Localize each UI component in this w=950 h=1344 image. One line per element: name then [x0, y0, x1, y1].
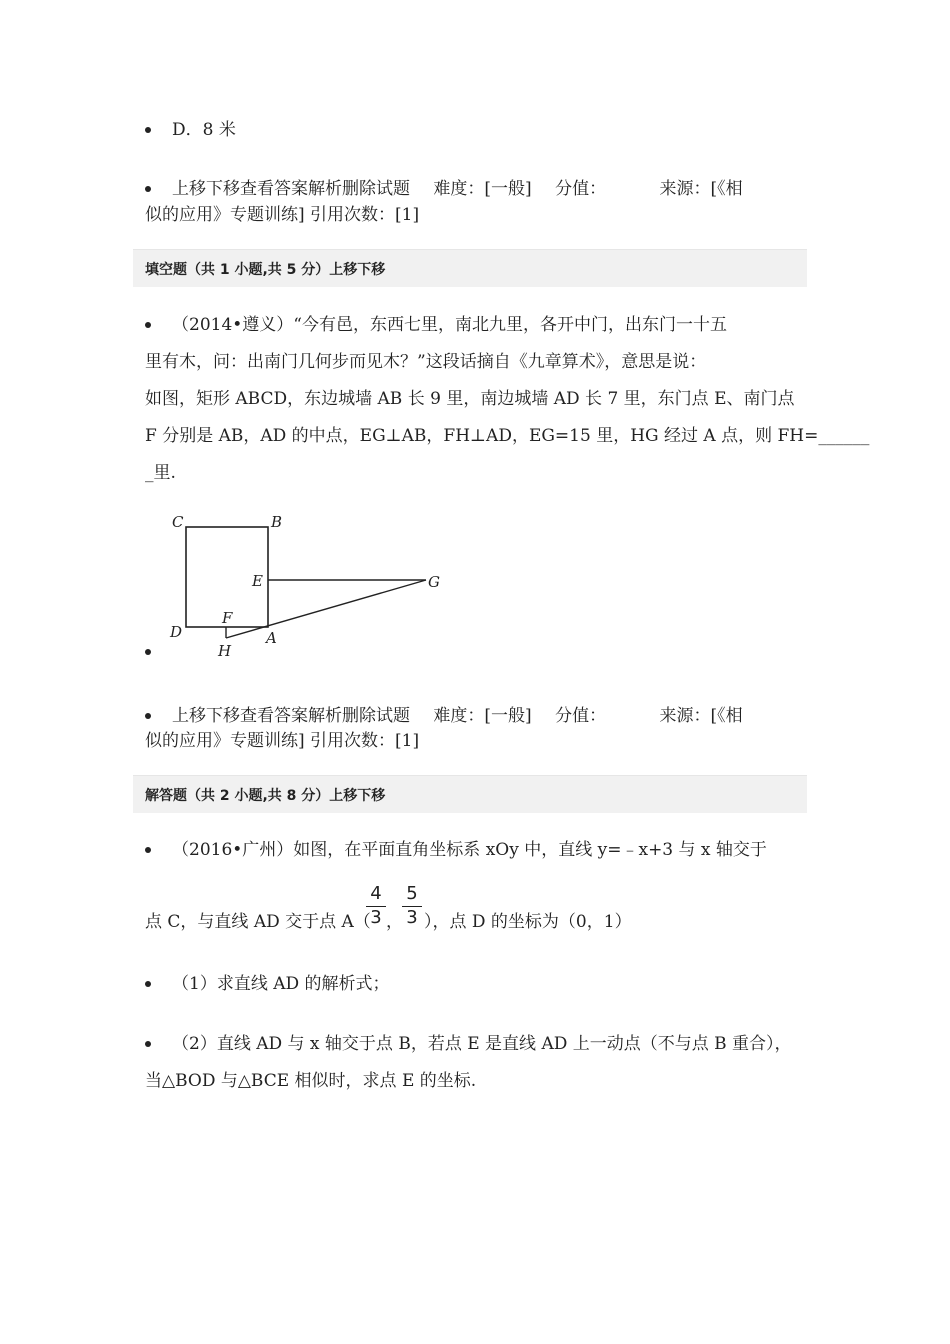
question-meta-cont	[145, 203, 419, 227]
label-b: B	[271, 513, 283, 531]
question-text: （2014•遵义）“今有邑，东西七里，南北九里，各开中门，出东门一十五	[172, 315, 727, 335]
source-cont: 似的应用》专题训练]	[145, 731, 305, 751]
question-meta-cont	[145, 729, 419, 753]
source: 来源：[《相	[659, 706, 743, 726]
label-g: G	[428, 573, 440, 591]
comma: ，	[386, 912, 403, 932]
bullet	[145, 847, 151, 853]
bullet	[145, 322, 151, 328]
option-d: D．8 米	[172, 120, 236, 140]
question-part-2: （2）直线 AD 与 x 轴交于点 B，若点 E 是直线 AD 上一动点（不与点 B 重合），	[172, 1034, 792, 1054]
bullet	[145, 649, 151, 655]
fraction-denominator: 3	[370, 907, 382, 928]
question-meta	[172, 177, 743, 201]
label-a: A	[266, 629, 277, 647]
bullet	[145, 1041, 151, 1047]
bullet	[145, 713, 151, 719]
section-title: 填空题（共 1 小题,共 5 分）	[145, 262, 330, 278]
question-actions[interactable]: 上移下移查看答案解析删除试题	[172, 706, 410, 726]
question-part-2-cont: 当△BOD 与△BCE 相似时，求点 E 的坐标.	[145, 1071, 477, 1091]
question-text: ），点 D 的坐标为（0，1）	[424, 912, 632, 932]
fraction-y	[402, 884, 422, 928]
question-part-1: （1）求直线 AD 的解析式；	[172, 974, 390, 994]
fraction-x	[366, 884, 386, 928]
bullet	[145, 981, 151, 987]
score: 分值：	[555, 179, 607, 199]
question-text: _里.	[145, 463, 176, 483]
section-title: 解答题（共 2 小题,共 8 分）	[145, 788, 330, 804]
question-actions[interactable]: 上移下移查看答案解析删除试题	[172, 179, 410, 199]
question-meta	[172, 704, 743, 728]
question-text: 点 C，与直线 AD 交于点 A（	[145, 912, 371, 932]
label-d: D	[170, 623, 183, 641]
label-h: H	[218, 642, 232, 660]
bullet	[145, 186, 151, 192]
source-cont: 似的应用》专题训练]	[145, 205, 305, 225]
question-text: F 分别是 AB，AD 的中点，EG⊥AB，FH⊥AD，EG=15 里，HG 经过 A 点，则 FH=______	[145, 426, 870, 446]
section-move-link[interactable]: 上移下移	[329, 788, 386, 804]
difficulty: 难度：[一般]	[433, 179, 532, 199]
score: 分值：	[555, 706, 607, 726]
cite-count: 引用次数：[1]	[310, 205, 420, 225]
source: 来源：[《相	[659, 179, 743, 199]
question-text: 里有木，问：出南门几何步而见木？”这段话摘自《九章算术》，意思是说：	[145, 352, 707, 372]
difficulty: 难度：[一般]	[433, 706, 532, 726]
bullet	[145, 127, 151, 133]
geometry-figure	[160, 505, 460, 665]
label-c: C	[172, 513, 184, 531]
fraction-numerator: 4	[370, 883, 382, 904]
fraction-numerator: 5	[406, 883, 418, 904]
fraction-denominator: 3	[406, 907, 418, 928]
question-text: 如图，矩形 ABCD，东边城墙 AB 长 9 里，南边城墙 AD 长 7 里，东门点 E、南门点	[145, 389, 795, 409]
section-header-fill	[133, 249, 807, 287]
cite-count: 引用次数：[1]	[310, 731, 420, 751]
question-text: （2016•广州）如图，在平面直角坐标系 xOy 中，直线 y=﹣x+3 与 x 轴交于	[172, 840, 767, 860]
label-f: F	[222, 609, 233, 627]
section-move-link[interactable]: 上移下移	[329, 262, 386, 278]
section-header-answer	[133, 775, 807, 813]
label-e: E	[252, 572, 263, 590]
